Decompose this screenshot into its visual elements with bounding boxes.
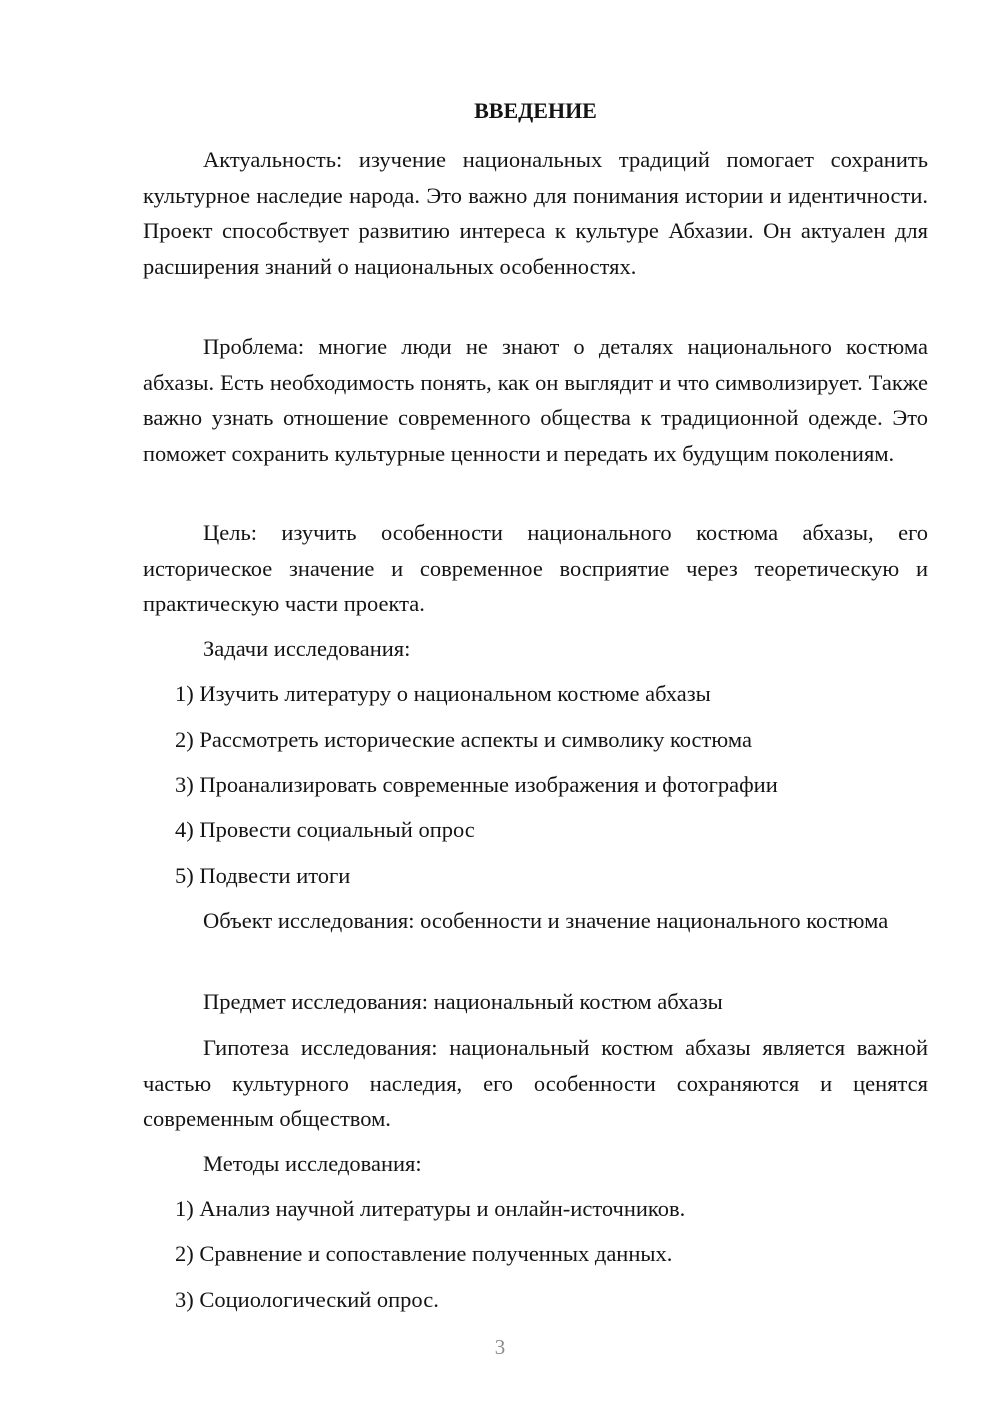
goal-paragraph: Цель: изучить особенности национального костюма абхазы, его историческое значение и современное восприятие через теоретическую и практическую части проекта. (143, 520, 928, 616)
task-item: 2) Рассмотреть исторические аспекты и символику костюма (175, 727, 752, 752)
task-item: 3) Проанализировать современные изображения и фотографии (175, 772, 778, 797)
object-paragraph: Объект исследования: особенности и значение национального костюма (203, 908, 889, 933)
tasks-heading: Задачи исследования: (203, 636, 411, 661)
subject-paragraph: Предмет исследования: национальный костюм абхазы (203, 989, 723, 1014)
method-item: 2) Сравнение и сопоставление полученных данных. (175, 1241, 673, 1266)
methods-heading: Методы исследования: (203, 1151, 422, 1176)
page-title: ВВЕДЕНИЕ (474, 98, 597, 123)
task-item: 5) Подвести итоги (175, 863, 351, 888)
problem-paragraph: Проблема: многие люди не знают о деталях национального костюма абхазы. Есть необходимость понять, как он выглядит и что символизирует. Также важно узнать отношение современного общества к традиционной одежде. Это поможет сохранить культурные ценности и передать их будущим поколениям. (143, 334, 928, 466)
method-item: 3) Социологический опрос. (175, 1287, 439, 1312)
task-item: 4) Провести социальный опрос (175, 817, 475, 842)
method-item: 1) Анализ научной литературы и онлайн-источников. (175, 1196, 686, 1221)
page-number: 3 (494, 1335, 506, 1359)
relevance-paragraph: Актуальность: изучение национальных традиций помогает сохранить культурное наследие народа. Это важно для понимания истории и идентичности. Проект способствует развитию интереса к культуре Абхазии. Он актуален для расширения знаний о национальных особенностях. (143, 147, 928, 279)
task-item: 1) Изучить литературу о национальном костюме абхазы (175, 681, 711, 706)
hypothesis-paragraph: Гипотеза исследования: национальный костюм абхазы является важной частью культурного наследия, его особенности сохраняются и ценятся современным обществом. (143, 1035, 928, 1131)
